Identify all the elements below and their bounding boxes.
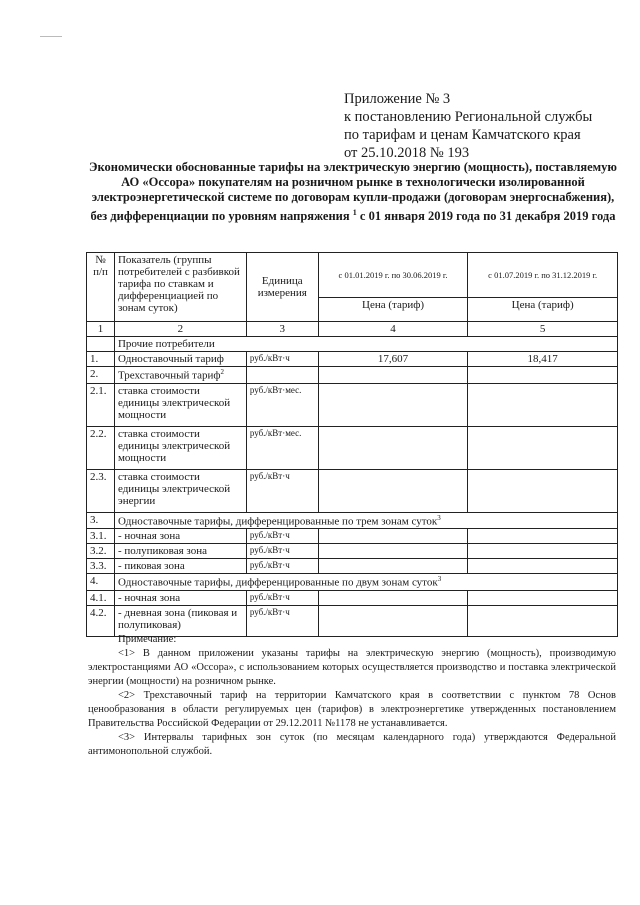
row-unit: руб./кВт·ч: [246, 529, 318, 544]
row-value-2: 18,417: [468, 352, 618, 367]
table-header-row: [87, 253, 618, 298]
appendix-number: Приложение № 3: [344, 91, 451, 107]
row-name-cell: [114, 367, 246, 384]
table-row: [87, 590, 618, 605]
row-name: - ночная зона: [114, 590, 246, 605]
row-num: 4.2.: [87, 605, 115, 636]
row-num: 2.1.: [87, 383, 115, 426]
appendix-ref-line: по тарифам и ценам Камчатского края: [344, 127, 581, 143]
table-row: [87, 559, 618, 574]
row-name: Одноставочный тариф: [114, 352, 246, 367]
section-other-consumers: Прочие потребители: [114, 337, 617, 352]
row-num: 3.3.: [87, 559, 115, 574]
row-num: 3.1.: [87, 529, 115, 544]
section-name: Одноставочные тарифы, дифференцированные по двум зонам суток: [117, 576, 438, 589]
row-unit: руб./кВт·ч: [246, 544, 318, 559]
row-num: 1.: [87, 352, 115, 367]
row-unit: руб./кВт·ч: [246, 559, 318, 574]
section-footnote: 3: [437, 575, 442, 584]
col-number: 5: [468, 322, 618, 337]
appendix-header: [344, 90, 624, 162]
col-number: 3: [246, 322, 318, 337]
row-unit: руб./кВт·ч: [246, 605, 318, 636]
table-row: [87, 337, 618, 352]
row-name: Трехставочный тариф: [117, 369, 221, 382]
header-num: № п/п: [87, 253, 115, 322]
row-name: - дневная зона (пиковая и полупиковая): [114, 605, 246, 636]
row-name: ставка стоимости единицы электрической мощности: [114, 383, 246, 426]
header-unit: Единица измерения: [246, 253, 318, 322]
table-row: [87, 544, 618, 559]
title-footnote: 1: [352, 208, 357, 217]
header-period-1: с 01.01.2019 г. по 30.06.2019 г.: [318, 253, 468, 298]
table-row: [87, 383, 618, 426]
row-num: 3.2.: [87, 544, 115, 559]
col-number: 1: [87, 322, 115, 337]
col-number: 2: [114, 322, 246, 337]
row-unit: руб./кВт·мес.: [246, 383, 318, 426]
scan-mark: [40, 36, 62, 37]
header-indicator: Показатель (группы потребителей с разбивкой тарифа по ставкам и дифференциацией по зонам суток): [114, 253, 246, 322]
section-footnote: 3: [437, 513, 441, 522]
note-3: <3> Интервалы тарифных зон суток (по месяцам календарного года) утверждаются Федеральной антимонопольной службой.: [88, 732, 616, 757]
row-unit: руб./кВт·мес.: [246, 426, 318, 469]
row-unit: руб./кВт·ч: [246, 352, 318, 367]
row-name: - пиковая зона: [114, 559, 246, 574]
note-2: <2> Трехставочный тариф на территории Камчатского края в соответствии с пунктом 78 Основ ценообразования в области регулируемых цен (тарифов) в электроэнергетике утвержденных постановлением Правительства Российской Федерации от 29.12.2011 №1178 не устанавливается.: [88, 690, 616, 729]
appendix-date: от 25.10.2018 № 193: [344, 145, 470, 161]
row-num: 2.: [87, 367, 115, 384]
tariff-table: [86, 252, 618, 637]
section-name: Одноставочные тарифы, дифференцированные по трем зонам суток: [117, 515, 438, 528]
table-row: [87, 605, 618, 636]
row-name: ставка стоимости единицы электрической мощности: [114, 426, 246, 469]
row-num: 2.2.: [87, 426, 115, 469]
section-name-cell: [114, 512, 617, 529]
table-row: [87, 426, 618, 469]
title-period: с 01 января 2019 года по 31 декабря 2019 года: [359, 209, 616, 224]
notes-section: [88, 633, 616, 759]
table-row: [87, 469, 618, 512]
row-num: 2.3.: [87, 469, 115, 512]
row-num: 4.: [87, 574, 115, 591]
header-period-2: с 01.07.2019 г. по 31.12.2019 г.: [468, 253, 618, 298]
notes-heading: Примечание:: [118, 634, 177, 645]
table-row: [87, 529, 618, 544]
row-unit: руб./кВт·ч: [246, 590, 318, 605]
note-1: <1> В данном приложении указаны тарифы на электрическую энергию (мощность), производимую электростанциями АО «Оссора», с использованием которых осуществляется производство и поставка электрической энергии (мощности) на розничном рынке.: [88, 648, 616, 687]
header-price-1: Цена (тариф): [318, 298, 468, 322]
row-value-1: 17,607: [318, 352, 468, 367]
row-name: - ночная зона: [114, 529, 246, 544]
column-number-row: [87, 322, 618, 337]
table-section-row: [87, 574, 618, 591]
row-footnote: 2: [220, 368, 225, 376]
col-number: 4: [318, 322, 468, 337]
section-name-cell: [114, 574, 617, 591]
document-title: [88, 160, 618, 224]
row-unit: руб./кВт·ч: [246, 469, 318, 512]
row-num: 4.1.: [87, 590, 115, 605]
appendix-ref-line: к постановлению Региональной службы: [344, 109, 593, 125]
row-name: - полупиковая зона: [114, 544, 246, 559]
table-row: [87, 352, 618, 367]
table-section-row: [87, 512, 618, 529]
header-price-2: Цена (тариф): [468, 298, 618, 322]
title-text: Экономически обоснованные тарифы на электрическую энергию (мощность), поставляемую АО «Оссора» покупателям на розничном рынке в технологически изолированной электроэнергетической системе по договорам купли-продажи (договорам энергоснабжения), без дифференциации по уровням напряжения: [89, 160, 617, 224]
table-row: [87, 367, 618, 384]
row-name: ставка стоимости единицы электрической энергии: [114, 469, 246, 512]
row-num: 3.: [87, 512, 115, 529]
